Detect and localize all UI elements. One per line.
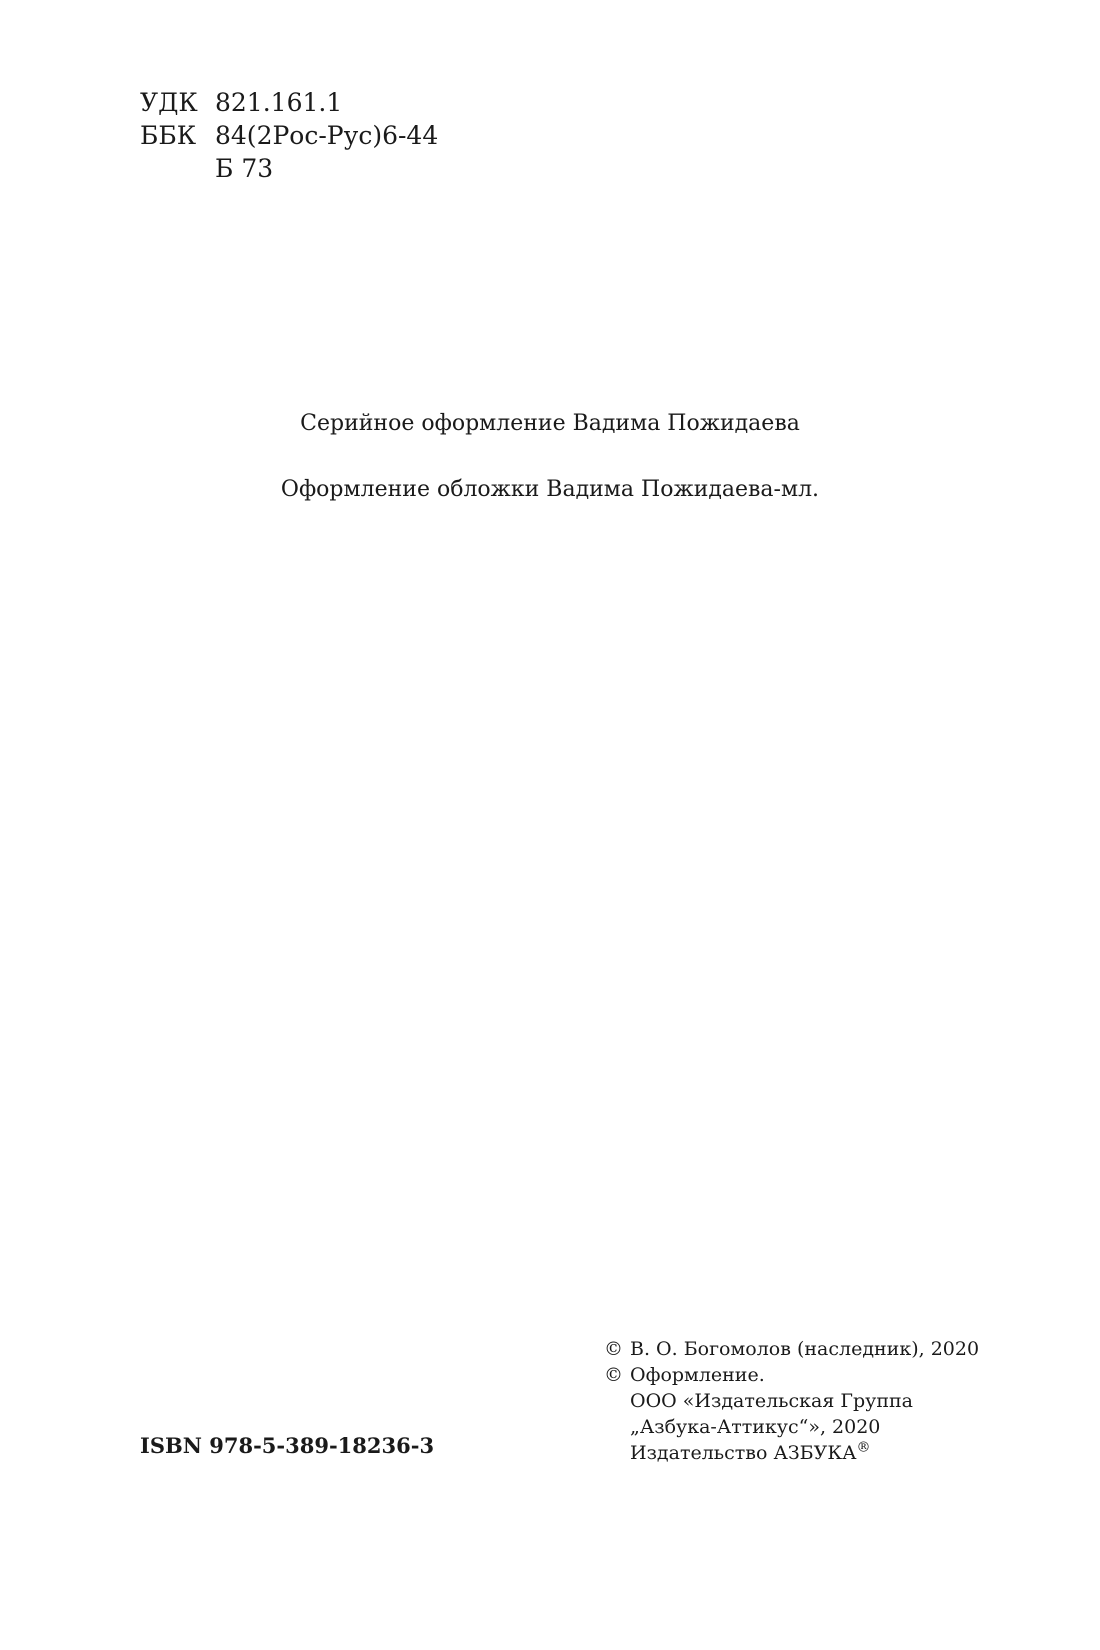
series-design-credit: Серийное оформление Вадима Пожидаева [300, 411, 800, 436]
cover-design-credit: Оформление обложки Вадима Пожидаева-мл. [280, 477, 820, 502]
copyright-block [604, 1336, 979, 1466]
udk-row [140, 86, 438, 119]
author-mark-row [140, 152, 438, 185]
copyright-design-text: Оформление. [630, 1364, 765, 1386]
udk-label: УДК [140, 88, 198, 117]
copyright-row-design [604, 1362, 979, 1388]
copyright-symbol: © [604, 1364, 623, 1386]
copyright-row-heir [604, 1336, 979, 1362]
classification-block [140, 86, 438, 185]
isbn: ISBN 978-5-389-18236-3 [140, 1433, 435, 1458]
bbk-label: ББК [140, 121, 197, 150]
copyright-symbol: © [604, 1338, 623, 1360]
registered-mark: ® [856, 1439, 871, 1456]
copyright-heir-text: В. О. Богомолов (наследник), 2020 [630, 1338, 980, 1360]
copyright-imprint-line [604, 1440, 979, 1466]
bbk-row [140, 119, 438, 152]
copyright-publisher-name-line: „Азбука-Аттикус“», 2020 [630, 1416, 881, 1438]
author-mark-spacer [140, 152, 215, 185]
bbk-value: 84(2Рос-Рус)6-44 [215, 121, 439, 150]
copyright-imprint-text: Издательство АЗБУКА [630, 1442, 857, 1464]
copyright-publisher-line: ООО «Издательская Группа [630, 1390, 913, 1412]
author-mark: Б 73 [215, 154, 274, 183]
udk-value: 821.161.1 [215, 88, 343, 117]
